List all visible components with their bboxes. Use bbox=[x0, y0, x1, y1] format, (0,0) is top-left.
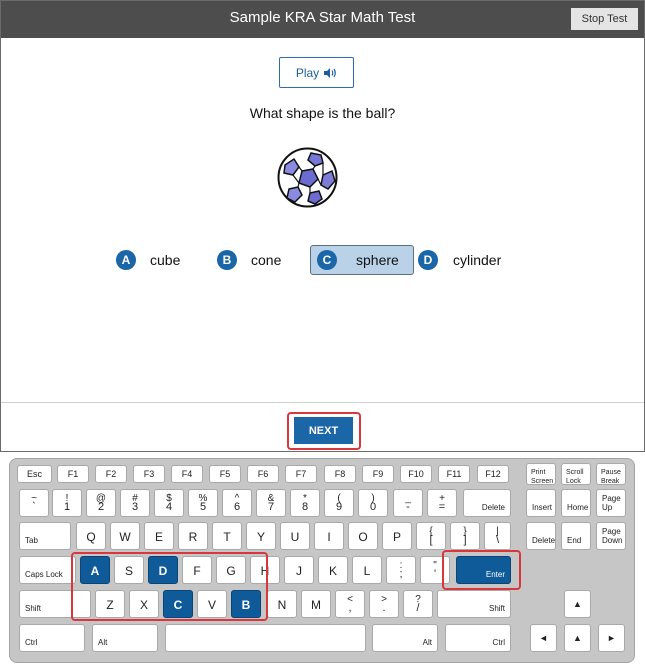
key-ctrl-right[interactable] bbox=[445, 624, 511, 652]
choice-a[interactable] bbox=[116, 245, 180, 275]
key-f10[interactable] bbox=[400, 465, 432, 483]
key-shift-right[interactable] bbox=[437, 590, 511, 618]
footer-divider bbox=[1, 402, 644, 403]
speaker-icon bbox=[323, 67, 337, 79]
key-k-label: K bbox=[328, 564, 337, 578]
key-r[interactable] bbox=[178, 522, 208, 550]
key-ctrl-left[interactable] bbox=[19, 624, 85, 652]
key-j-label: J bbox=[296, 564, 302, 578]
key-1-bottom: 1 bbox=[63, 501, 71, 513]
key-home-label: Home bbox=[567, 503, 589, 512]
key-7-bottom: 7 bbox=[267, 501, 275, 513]
key-esc-label: Esc bbox=[26, 469, 42, 479]
key-scroll-lock[interactable] bbox=[561, 463, 591, 485]
key-arrow-left[interactable] bbox=[530, 624, 557, 652]
key-ctrl-left-label: Ctrl bbox=[25, 638, 38, 647]
key-6-top: ^ bbox=[234, 493, 240, 504]
answer-keys-highlight bbox=[71, 552, 268, 621]
key-i[interactable] bbox=[314, 522, 344, 550]
key-6[interactable] bbox=[222, 489, 252, 517]
choice-b-label: cone bbox=[251, 252, 282, 268]
key-0-top: ) bbox=[371, 493, 375, 504]
key-comma[interactable] bbox=[335, 590, 365, 618]
key-scroll-lock-label: Scroll Lock bbox=[566, 469, 584, 485]
key-n-label: N bbox=[277, 598, 287, 612]
key-esc[interactable] bbox=[17, 465, 52, 483]
key-f2[interactable] bbox=[95, 465, 127, 483]
key-f8[interactable] bbox=[324, 465, 356, 483]
key-page-down-label: Page Down bbox=[602, 527, 623, 545]
key-f6[interactable] bbox=[247, 465, 279, 483]
key-2-bottom: 2 bbox=[97, 501, 105, 513]
key-backslash-bottom: \ bbox=[495, 534, 500, 546]
key-f12-label: F12 bbox=[485, 469, 501, 479]
key-left-bracket-top: { bbox=[429, 526, 433, 537]
key-3-top: # bbox=[132, 493, 138, 504]
window-title: Sample KRA Star Math Test bbox=[229, 9, 416, 26]
choice-a-letter: A bbox=[116, 250, 136, 270]
key-right-bracket[interactable] bbox=[450, 522, 480, 550]
key-0-bottom: 0 bbox=[369, 501, 377, 513]
key-right-bracket-bottom: ] bbox=[463, 534, 467, 546]
key-semicolon-top: : bbox=[399, 560, 403, 571]
key-slash-bottom: / bbox=[416, 602, 420, 614]
title-bar bbox=[1, 1, 644, 38]
key-arrow-down[interactable] bbox=[564, 624, 591, 652]
key-f3-label: F3 bbox=[143, 469, 155, 479]
key-caps-lock-label: Caps Lock bbox=[25, 570, 63, 579]
key-i-label: I bbox=[327, 530, 331, 544]
key-f12[interactable] bbox=[477, 465, 509, 483]
key-equals[interactable] bbox=[427, 489, 457, 517]
key-f6-label: F6 bbox=[257, 469, 269, 479]
key-tab[interactable] bbox=[19, 522, 71, 550]
key-minus-top: _ bbox=[405, 493, 411, 504]
key-arrow-up[interactable] bbox=[564, 590, 591, 618]
key-x-label: X bbox=[139, 598, 148, 612]
key-left-bracket[interactable] bbox=[416, 522, 446, 550]
key-f9-label: F9 bbox=[372, 469, 384, 479]
key-alt-right[interactable] bbox=[372, 624, 438, 652]
choice-d-label: cylinder bbox=[453, 252, 502, 268]
key-delete[interactable] bbox=[463, 489, 511, 517]
key-1-top: ! bbox=[65, 493, 69, 504]
key-f-label: F bbox=[193, 564, 201, 578]
key-home[interactable] bbox=[561, 489, 591, 517]
key-2-top: @ bbox=[95, 493, 107, 504]
key-tab-label: Tab bbox=[25, 536, 38, 545]
key-p-label: P bbox=[392, 530, 401, 544]
key-f1-label: F1 bbox=[67, 469, 79, 479]
key-semicolon-bottom: ; bbox=[399, 568, 403, 580]
key-minus-bottom: - bbox=[406, 501, 410, 513]
keyboard-diagram bbox=[9, 458, 635, 663]
key-c-label: C bbox=[173, 598, 183, 612]
arrow-right-icon: ► bbox=[607, 633, 616, 643]
key-5-top: % bbox=[198, 493, 208, 504]
key-s-label: S bbox=[124, 564, 133, 578]
key-k[interactable] bbox=[318, 556, 348, 584]
key-a-label: A bbox=[90, 564, 100, 578]
key-f7-label: F7 bbox=[295, 469, 307, 479]
key-t[interactable] bbox=[212, 522, 242, 550]
arrow-down-icon: ▲ bbox=[573, 633, 582, 643]
key-alt-right-label: Alt bbox=[422, 638, 432, 647]
key-m[interactable] bbox=[301, 590, 331, 618]
key-f5[interactable] bbox=[209, 465, 241, 483]
key-backtick-top: ~ bbox=[31, 493, 37, 504]
key-3[interactable] bbox=[120, 489, 150, 517]
key-quote-top: " bbox=[433, 560, 437, 571]
key-q[interactable] bbox=[76, 522, 106, 550]
key-f7[interactable] bbox=[285, 465, 317, 483]
choice-c-letter: C bbox=[317, 250, 337, 270]
choice-d[interactable] bbox=[418, 245, 501, 275]
key-minus[interactable] bbox=[393, 489, 423, 517]
key-f1[interactable] bbox=[57, 465, 89, 483]
key-h-label: H bbox=[260, 564, 270, 578]
choice-b[interactable] bbox=[217, 245, 281, 275]
key-delete-label: Delete bbox=[481, 503, 505, 512]
key-q-label: Q bbox=[86, 530, 96, 544]
key-u-label: U bbox=[290, 530, 300, 544]
key-9-top: ( bbox=[337, 493, 341, 504]
key-f4-label: F4 bbox=[181, 469, 193, 479]
key-f11-label: F11 bbox=[446, 469, 462, 479]
key-comma-bottom: , bbox=[348, 602, 352, 614]
key-f4[interactable] bbox=[171, 465, 203, 483]
key-f11[interactable] bbox=[438, 465, 470, 483]
key-enter-label: Enter bbox=[485, 570, 505, 579]
key-arrow-right[interactable] bbox=[598, 624, 625, 652]
key-ctrl-right-label: Ctrl bbox=[492, 638, 505, 647]
key-w-label: W bbox=[119, 530, 131, 544]
key-page-up-label: Page Up bbox=[602, 494, 621, 512]
key-end[interactable] bbox=[561, 522, 591, 550]
key-1[interactable] bbox=[52, 489, 82, 517]
key-f10-label: F10 bbox=[408, 469, 424, 479]
key-quote-bottom: ' bbox=[433, 568, 437, 580]
key-end-label: End bbox=[567, 536, 582, 545]
key-slash-top: ? bbox=[415, 594, 421, 605]
key-l-label: L bbox=[363, 564, 371, 578]
key-y[interactable] bbox=[246, 522, 276, 550]
key-9-bottom: 9 bbox=[335, 501, 343, 513]
arrow-up-icon: ▲ bbox=[573, 599, 582, 609]
key-space[interactable] bbox=[165, 624, 366, 652]
key-equals-bottom: = bbox=[438, 501, 446, 513]
key-n[interactable] bbox=[267, 590, 297, 618]
key-backtick-bottom: ` bbox=[32, 501, 36, 513]
key-5-bottom: 5 bbox=[199, 501, 207, 513]
key-2[interactable] bbox=[86, 489, 116, 517]
key-4-bottom: 4 bbox=[165, 501, 173, 513]
play-audio-button[interactable] bbox=[279, 57, 354, 88]
key-3-bottom: 3 bbox=[131, 501, 139, 513]
key-o[interactable] bbox=[348, 522, 378, 550]
key-9[interactable] bbox=[324, 489, 354, 517]
soccer-ball-image bbox=[277, 147, 338, 208]
key-r-label: R bbox=[188, 530, 198, 544]
choice-d-letter: D bbox=[418, 250, 438, 270]
key-alt-left-label: Alt bbox=[98, 638, 108, 647]
key-8-top: * bbox=[303, 493, 307, 504]
key-caps-lock[interactable] bbox=[19, 556, 76, 584]
key-l[interactable] bbox=[352, 556, 382, 584]
key-5[interactable] bbox=[188, 489, 218, 517]
key-semicolon[interactable] bbox=[386, 556, 416, 584]
key-backslash[interactable] bbox=[484, 522, 511, 550]
key-w[interactable] bbox=[110, 522, 140, 550]
enter-key-highlight bbox=[442, 550, 521, 590]
key-f3[interactable] bbox=[133, 465, 165, 483]
key-print-screen-label: Print Screen bbox=[531, 469, 554, 485]
key-left-bracket-bottom: [ bbox=[429, 534, 433, 546]
key-period-bottom: . bbox=[382, 602, 386, 614]
key-shift-right-label: Shift bbox=[488, 604, 505, 613]
play-label: Play bbox=[295, 65, 320, 80]
key-4-top: $ bbox=[166, 493, 172, 504]
choice-a-label: cube bbox=[150, 252, 181, 268]
key-period-top: > bbox=[381, 594, 387, 605]
key-t-label: T bbox=[223, 530, 231, 544]
key-m-label: M bbox=[311, 598, 321, 612]
key-7[interactable] bbox=[256, 489, 286, 517]
key-equals-top: + bbox=[439, 493, 445, 504]
key-p[interactable] bbox=[382, 522, 412, 550]
key-7-top: & bbox=[267, 493, 275, 504]
key-z-label: Z bbox=[106, 598, 114, 612]
key-j[interactable] bbox=[284, 556, 314, 584]
key-8-bottom: 8 bbox=[301, 501, 309, 513]
key-8[interactable] bbox=[290, 489, 320, 517]
key-insert-label: Insert bbox=[532, 503, 553, 512]
key-comma-top: < bbox=[347, 594, 353, 605]
key-right-bracket-top: } bbox=[463, 526, 467, 537]
choice-c-selected[interactable] bbox=[310, 245, 414, 275]
key-u[interactable] bbox=[280, 522, 310, 550]
key-f2-label: F2 bbox=[105, 469, 117, 479]
key-o-label: O bbox=[358, 530, 368, 544]
key-pause-break[interactable] bbox=[596, 463, 626, 485]
key-del-label: Delete bbox=[532, 536, 556, 545]
key-period[interactable] bbox=[369, 590, 399, 618]
next-button[interactable]: NEXT bbox=[294, 417, 353, 444]
key-f9[interactable] bbox=[362, 465, 394, 483]
key-print-screen[interactable] bbox=[526, 463, 556, 485]
key-page-up[interactable] bbox=[596, 489, 626, 517]
key-6-bottom: 6 bbox=[233, 501, 241, 513]
key-page-down[interactable] bbox=[596, 522, 626, 550]
key-slash[interactable] bbox=[403, 590, 433, 618]
key-del[interactable] bbox=[526, 522, 556, 550]
key-backtick[interactable] bbox=[19, 489, 49, 517]
key-y-label: Y bbox=[256, 530, 265, 544]
key-d-label: D bbox=[158, 564, 168, 578]
question-prompt: What shape is the ball? bbox=[249, 105, 396, 121]
stop-test-button[interactable]: Stop Test bbox=[571, 8, 638, 30]
key-alt-left[interactable] bbox=[92, 624, 158, 652]
key-insert[interactable] bbox=[526, 489, 556, 517]
key-f5-label: F5 bbox=[219, 469, 231, 479]
key-pause-break-label: Pause Break bbox=[601, 469, 621, 485]
key-e[interactable] bbox=[144, 522, 174, 550]
key-f8-label: F8 bbox=[334, 469, 346, 479]
key-4[interactable] bbox=[154, 489, 184, 517]
arrow-left-icon: ◄ bbox=[539, 633, 548, 643]
key-b-label: B bbox=[241, 598, 251, 612]
key-0[interactable] bbox=[358, 489, 388, 517]
key-e-label: E bbox=[154, 530, 163, 544]
key-backslash-top: | bbox=[496, 526, 499, 537]
key-v-label: V bbox=[207, 598, 216, 612]
choice-c-label: sphere bbox=[356, 252, 399, 268]
key-shift-left-label: Shift bbox=[25, 604, 42, 613]
choice-b-letter: B bbox=[217, 250, 237, 270]
key-g-label: G bbox=[226, 564, 236, 578]
